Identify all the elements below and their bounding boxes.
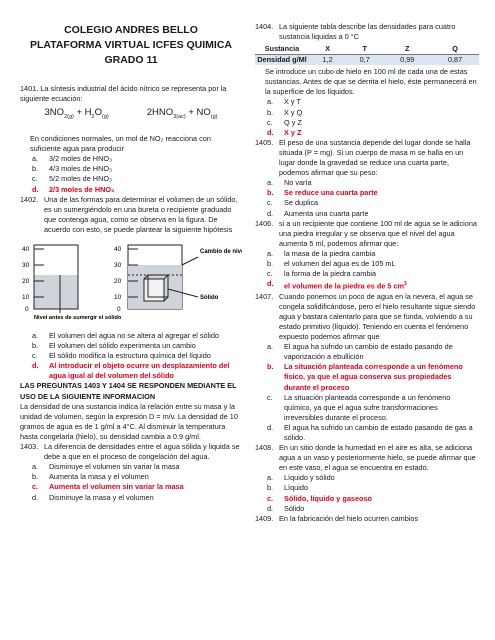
tick-label: 30 — [22, 262, 30, 270]
q1401-intro: En condiciones normales, un mol de NO₂ reacciona con suficiente agua para producir — [30, 134, 211, 154]
table-cell: 0,87 — [431, 55, 479, 66]
table-header: Sustancia — [255, 44, 309, 55]
q1404-options — [255, 97, 479, 137]
right-column — [255, 22, 479, 524]
q1408-options — [255, 473, 479, 513]
q1404-after: Se introduce un cubo de hielo en 100 ml de cada una de estas sustancias. Antes de que se derrita el hielo, éste permanecerá en la superficie de los líquidos. — [265, 67, 477, 97]
tick-label: 10 — [22, 294, 30, 302]
q1401-option-c[interactable]: c. 5/2 moles de HNO₃ — [32, 174, 112, 184]
table-header: X — [309, 44, 346, 55]
table-header-row — [255, 44, 479, 55]
q1407-option-d[interactable]: d. El agua ha sufrido un cambio de estado pasando de gas a sólido. — [267, 422, 473, 442]
q1407-option-c[interactable]: c. La situación planteada corresponde a un fenómeno químico, ya que el agua sufre transformaciones irreversibles durante el proceso. — [267, 392, 451, 422]
q1404-text: 1404. La siguiente tabla describe las densidades para cuatro sustancia liquidas a 0 °C — [255, 22, 456, 42]
table-cell: 1,2 — [309, 55, 346, 66]
table-cell: 0,99 — [383, 55, 431, 66]
tick-label: 0 — [117, 306, 121, 314]
q1406-text: 1406. si a un recipiente que contiene 100 ml de agua se le adiciona una piedra irregular y se observa que el nivel del agua aumenta 5 ml, podemos afirmar que: — [255, 218, 477, 248]
q1403-option-a[interactable]: a. Disminuye el volumen sin variar la masa — [32, 462, 180, 472]
q1408-option-a[interactable]: a. Líquido y sólido — [267, 473, 335, 483]
q1405-options — [255, 178, 479, 218]
q1406-option-a[interactable]: a. la masa de la piedra cambia — [267, 248, 376, 258]
q1401-options — [20, 154, 242, 194]
q1402-figure — [20, 239, 242, 323]
q1408-option-c[interactable]: c. Sólido, líquido y gaseoso — [267, 493, 372, 503]
q1404-option-c[interactable]: c. Q y Z — [267, 117, 302, 127]
q1405-option-b[interactable]: b. Se reduce una cuarta parte — [267, 188, 378, 198]
density-table — [255, 44, 479, 65]
q1404-option-a[interactable]: a. X y T — [267, 97, 301, 107]
q1401-text: 1401. La síntesis industrial del ácido nítrico se representa por la siguiente ecuación: — [20, 84, 227, 104]
q1403-option-b[interactable]: b. Aumenta la masa y el volumen — [32, 472, 149, 482]
q1406-option-c[interactable]: c. la forma de la piedra cambia — [267, 269, 377, 279]
grade-title: GRADO 11 — [104, 54, 158, 66]
q1403-options — [20, 462, 242, 502]
q1403-option-c[interactable]: c. Aumenta el volumen sin variar la masa — [32, 482, 184, 492]
label-nivel: Nivel antes de sumergir el sólido — [34, 315, 122, 322]
q1405-option-d[interactable]: d. Aumenta una cuarta parte — [267, 208, 369, 218]
q1402-options — [20, 331, 242, 381]
q1408-option-d[interactable]: d. Sólido — [267, 503, 305, 513]
q1402-option-c[interactable]: c. El sólido modifica la estructura química del líquido — [32, 351, 211, 361]
group-note: LAS PREGUNTAS 1403 Y 1404 SE RESPONDEN MEDIANTE EL USO DE LA SIGUIENTE INFORMACION — [20, 381, 237, 401]
table-row-label: Densidad g/Ml — [255, 55, 309, 66]
q1407-options — [255, 342, 479, 443]
burette-diagram — [20, 239, 242, 323]
container-after — [128, 245, 198, 309]
q1401-option-b[interactable]: b. 4/3 moles de HNO₃ — [32, 164, 112, 174]
tick-label: 0 — [25, 306, 29, 314]
q1405-option-a[interactable]: a. No varía — [267, 178, 312, 188]
q1405-option-c[interactable]: c. Se duplica — [267, 198, 319, 208]
school-title: COLEGIO ANDRES BELLO — [64, 24, 198, 36]
table-header: Q — [431, 44, 479, 55]
tick-label: 40 — [22, 246, 30, 254]
q1405-text: 1405. El peso de una sustancia depende del lugar donde se halla situada (P = mg). Si un cuerpo de masa m se halla en un lugar donde la gravedad se reduce una cuarta parte, podemos afirmar que su peso: — [255, 137, 471, 178]
tick-label: 30 — [114, 262, 122, 270]
q1407-option-b[interactable]: b. La situación planteada corresponde a un fenómeno físico, ya que el agua conserva sus propiedades durante el proceso — [267, 362, 463, 392]
group-info: La densidad de una sustancia indica la relación entre su masa y la unidad de volumen, según la expresión D = m/v. La densidad de 10 gramos de agua es de 1 g/ml a 4°C. Al disminuir la temperatura hasta congelarla (hielo), su densidad cambia a 0.9 g/ml. — [20, 401, 238, 441]
q1401-equation: $3NO_{2(g)} + H_2O_{(g)}$ $2HNO_{3(ac)} + NO_{(g)}$ — [44, 107, 218, 121]
q1401-option-a[interactable]: a. 3/2 moles de HNO₃ — [32, 154, 112, 164]
tick-label: 40 — [114, 246, 122, 254]
q1404-option-b[interactable]: b. X y Q — [267, 107, 303, 117]
q1404-option-d[interactable]: d. X y Z — [267, 127, 302, 137]
tick-label: 20 — [22, 278, 30, 286]
table-header: T — [346, 44, 383, 55]
table-row — [255, 55, 479, 66]
table-header: Z — [383, 44, 431, 55]
q1408-text: 1408. En un sitio donde la humedad en el aire es alta, se adiciona agua a un vaso y posteriormente hielo, se puede afirmar que en este vaso, el agua se encuentra en estado. — [255, 443, 476, 473]
left-column — [20, 0, 242, 503]
tick-label: 20 — [114, 278, 122, 286]
label-cambio: Cambio de nivel — [200, 249, 242, 256]
q1401-option-d[interactable]: d. 2/3 moles de HNO₃ — [32, 184, 115, 194]
table-cell: 0,7 — [346, 55, 383, 66]
q1403-option-d[interactable]: d. Disminuye la masa y el volumen — [32, 492, 154, 502]
q1402-option-b[interactable]: b. El volumen del sólido experimenta un cambio — [32, 341, 196, 351]
q1406-option-b[interactable]: b. el volumen del agua es de 105 mL — [267, 258, 396, 268]
q1408-option-b[interactable]: b. Líquido — [267, 483, 308, 493]
platform-title: PLATAFORMA VIRTUAL ICFES QUIMICA — [29, 39, 233, 51]
label-solido: Sólido — [200, 295, 219, 302]
q1406-option-d[interactable]: d. el volumen de la piedra es de 5 $cm^3$ — [267, 279, 407, 291]
q1407-text: 1407. Cuando ponemos un poco de agua en la nevera, el agua se congela solidificándose, pero el hielo resultante sigue siendo agua y bastara calentarlo para que se funda, volviendo a su estado primitivo (líquido). Teniendo en cuenta el fenómeno expuesto podemos afirmar que — [255, 291, 476, 342]
tick-label: 10 — [114, 294, 122, 302]
q1402-option-d[interactable]: d. Al introducir el objeto ocurre un desplazamiento del agua igual al del volumen del sólido — [32, 361, 230, 381]
q1402-option-a[interactable]: a. El volumen del agua no se altera al agregar el sólido — [32, 331, 219, 341]
q1406-options — [255, 249, 479, 292]
q1409-text: 1409. En la fabricación del hielo ocurren cambios — [255, 513, 419, 523]
container-before — [34, 245, 78, 309]
q1402-text: 1402. Una de las formas para determinar el volumen de un sólido, es un sumergiéndolo en una bureta o recipiente graduado que contenga agua, como se observa en la figura. De acuerdo con esto, se puede plantear la siguiente hipótesis — [20, 194, 238, 234]
q1403-text: 1403. La diferencia de densidades entre el agua sólida y liquida se debe a que en el proceso de congelación del agua. — [20, 442, 240, 462]
q1407-option-a[interactable]: a. El agua ha sufrido un cambio de estado pasando de vaporización a ebullición — [267, 342, 453, 362]
